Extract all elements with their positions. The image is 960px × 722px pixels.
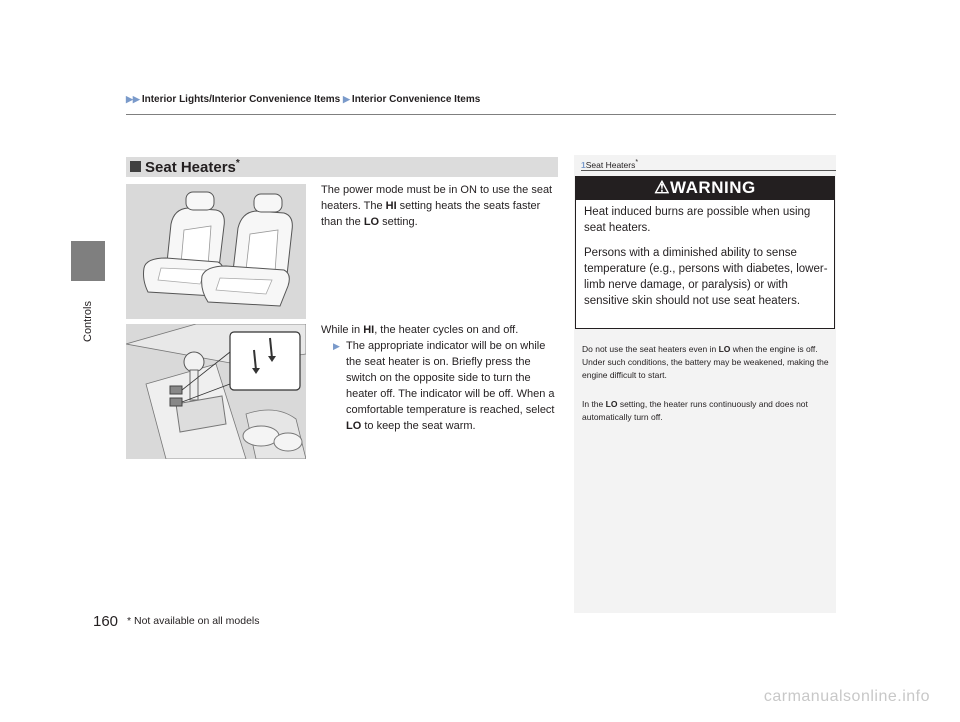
warning-triangle-icon: ⚠ — [654, 178, 671, 197]
footnote-mark: * — [235, 158, 240, 169]
section-square-icon — [130, 161, 141, 172]
notes-divider — [581, 170, 836, 171]
intro-paragraph: The power mode must be in ON to use the seat heaters. The HI setting heats the seats faster than the LO setting. — [321, 184, 553, 228]
section-title-text: Seat Heaters — [145, 159, 236, 176]
warning-text-1: Heat induced burns are possible when using seat heaters. — [584, 206, 811, 234]
breadcrumb-arrow-icon: ▶ — [343, 94, 350, 104]
header-divider — [126, 114, 836, 115]
seats-illustration — [126, 184, 306, 319]
warning-text-2: Persons with a diminished ability to sense temperature (e.g., persons with diabetes, lower-limb nerve damage, or paralysis) or with sensitive skin should not use seat heaters. — [584, 247, 828, 307]
note-paragraph-2: In the LO setting, the heater runs continuously and does not automatically turn off. — [582, 399, 808, 422]
chapter-label: Controls — [82, 301, 94, 342]
warning-title: WARNING — [670, 178, 756, 197]
note-paragraph-1: Do not use the seat heaters even in LO when the engine is off. Under such conditions, the battery may be weakened, making the engine difficult to start. — [582, 344, 829, 380]
breadcrumb-part-2[interactable]: Interior Convenience Items — [351, 94, 481, 105]
hi-operation-paragraph: While in HI, the heater cycles on and off. ▶ The appropriate indicator will be on while the seat heater is on. Briefly press the switch on the opposite side to turn the heater off. The indicator will be off. When a comfortable temperature is reached, select LO to keep the seat warm. — [321, 322, 561, 434]
console-switch-illustration — [126, 324, 306, 459]
notes-heading-text: Seat Heaters — [585, 159, 636, 170]
breadcrumb-part-1[interactable]: Interior Lights/Interior Convenience Items — [141, 94, 341, 105]
breadcrumb-arrow-icon: ▶▶ — [126, 94, 140, 104]
section-title — [130, 158, 240, 176]
notes-ref-number: 1 — [581, 159, 586, 170]
sub-arrow-icon: ▶ — [333, 341, 340, 351]
chapter-tab-marker — [71, 241, 105, 281]
breadcrumb — [126, 94, 480, 105]
watermark: carmanualsonline.info — [763, 688, 930, 705]
footnote: * Not available on all models — [127, 615, 260, 627]
notes-heading — [581, 158, 638, 170]
page-number: 160 — [93, 613, 119, 630]
warning-header — [575, 176, 835, 200]
indicator-note: ▶ The appropriate indicator will be on while the seat heater is on. Briefly press the switch on the opposite side to turn the heater off. The indicator will be off. When a comfortable temperature is reached, select LO to keep the seat warm. — [333, 340, 555, 432]
notes-footnote-mark: * — [635, 158, 639, 166]
